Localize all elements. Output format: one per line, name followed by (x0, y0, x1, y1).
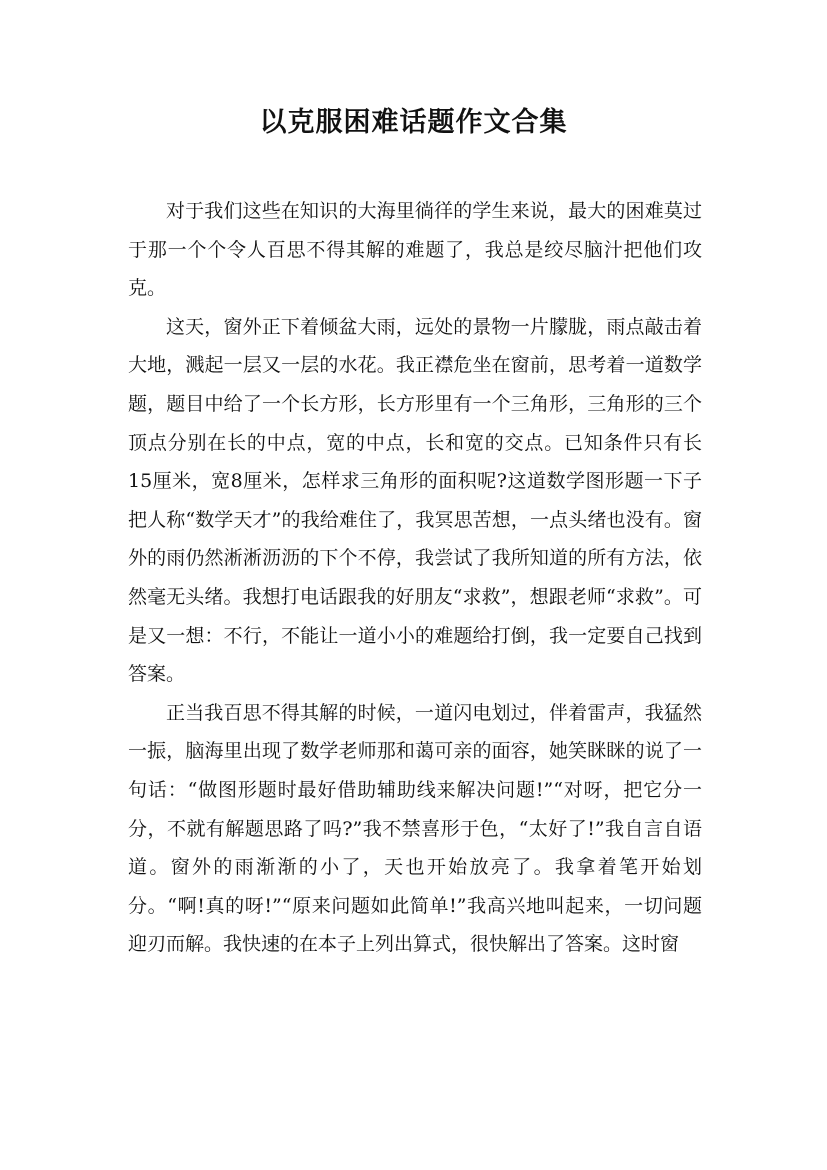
document-body (128, 192, 702, 964)
paragraph: 这天，窗外正下着倾盆大雨，远处的景物一片朦胧，雨点敲击着大地，溅起一层又一层的水花。我正襟危坐在窗前，思考着一道数学题，题目中给了一个长方形，长方形里有一个三角形，三角形的三个顶点分别在长的中点，宽的中点，长和宽的交点。已知条件只有长15厘米，宽8厘米，怎样求三角形的面积呢?这道数学图形题一下子把人称“数学天才”的我给难住了，我冥思苦想，一点头绪也没有。窗外的雨仍然淅淅沥沥的下个不停，我尝试了我所知道的所有方法，依然毫无头绪。我想打电话跟我的好朋友“求救”，想跟老师“求救”。可是又一想：不行，不能让一道小小的难题给打倒，我一定要自己找到答案。 (128, 315, 702, 686)
document-title: 以克服困难话题作文合集 (259, 107, 568, 138)
paragraph: 正当我百思不得其解的时候，一道闪电划过，伴着雷声，我猛然一振，脑海里出现了数学老师那和蔼可亲的面容，她笑眯眯的说了一句话：“做图形题时最好借助辅助线来解决问题!”“对呀，把它分一分，不就有解题思路了吗?”我不禁喜形于色，“太好了!”我自言自语道。窗外的雨渐渐的小了，天也开始放亮了。我拿着笔开始划分。“啊!真的呀!”“原来问题如此简单!”我高兴地叫起来，一切问题迎刃而解。我快速的在本子上列出算式，很快解出了答案。这时窗 (128, 701, 702, 956)
paragraph: 对于我们这些在知识的大海里徜徉的学生来说，最大的困难莫过于那一个个令人百思不得其解的难题了，我总是绞尽脑汁把他们攻克。 (128, 200, 702, 300)
